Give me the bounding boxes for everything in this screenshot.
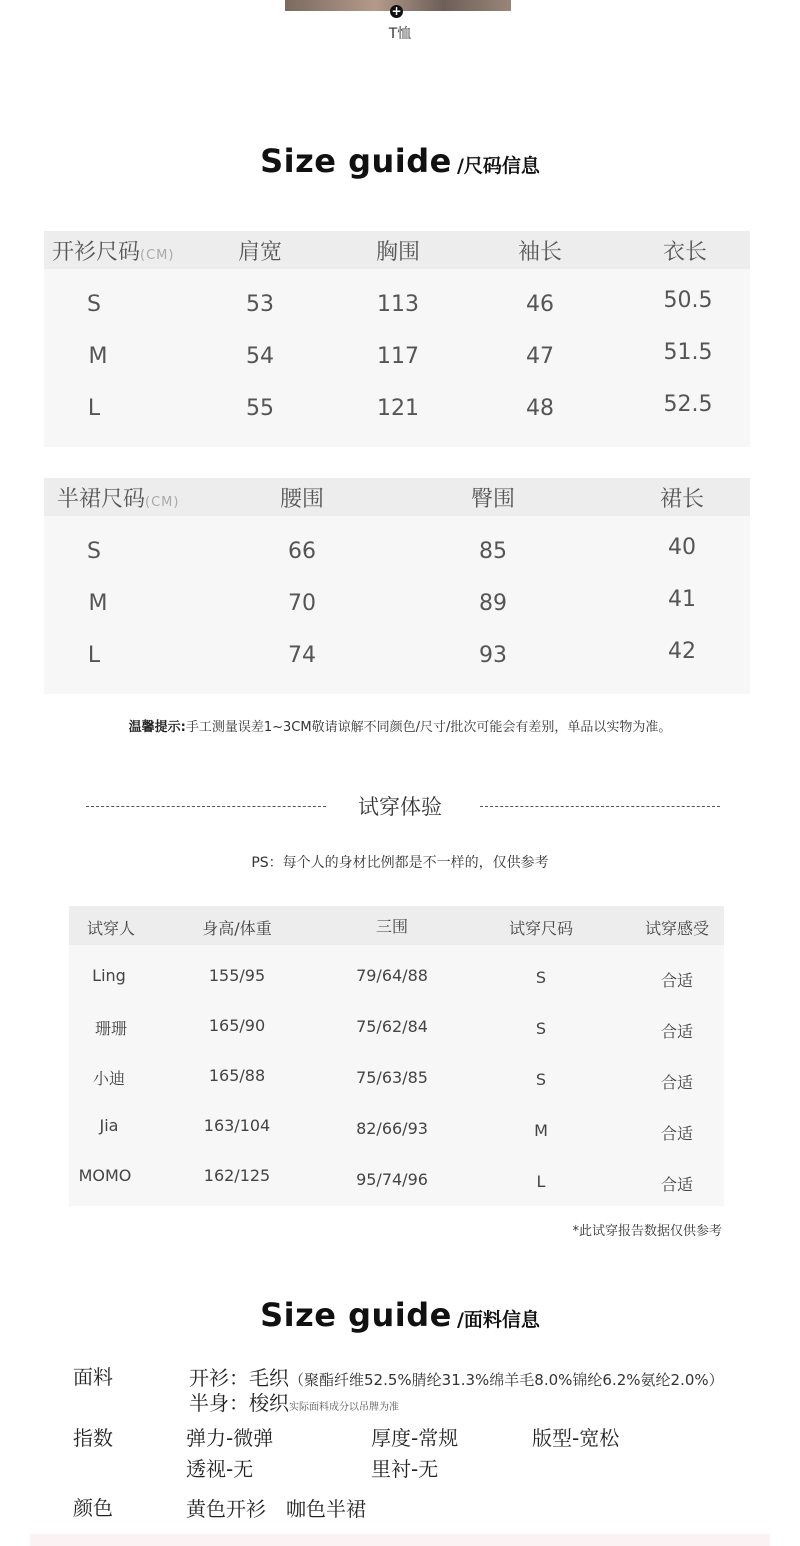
value-cell: 89 bbox=[479, 591, 507, 616]
color-item: 黄色开衫 bbox=[186, 1497, 266, 1521]
value-cell: 41 bbox=[668, 587, 696, 612]
photo-caption: T恤 bbox=[388, 26, 412, 42]
value-cell: 66 bbox=[288, 539, 316, 564]
header-col: 试穿人 bbox=[86, 919, 135, 938]
value-cell: 48 bbox=[526, 396, 554, 421]
table-header bbox=[44, 231, 750, 269]
header-col: 胸围 bbox=[375, 240, 420, 265]
table-cell: 合适 bbox=[660, 1175, 693, 1194]
tip-text: 手工测量误差1~3CM敬请谅解不同颜色/尺寸/批次可能会有差别，单品以实物为准。 bbox=[185, 720, 672, 735]
measurement-tip bbox=[0, 716, 800, 735]
table-cell: 75/62/84 bbox=[356, 1017, 428, 1036]
header-size: 开衫尺码(CM) bbox=[52, 240, 175, 265]
table-cell: Ling bbox=[92, 966, 126, 985]
color-item: 咖色半裙 bbox=[286, 1497, 366, 1521]
table-cell: 162/125 bbox=[203, 1166, 271, 1185]
header-col: 肩宽 bbox=[237, 240, 282, 265]
index-item: 弹力-微弹 bbox=[186, 1426, 274, 1450]
table-cell: 合适 bbox=[660, 1022, 693, 1041]
fabric-label: 面料 bbox=[73, 1365, 113, 1389]
size-cell: M bbox=[88, 591, 108, 616]
skirt-value: 梭织 bbox=[249, 1391, 289, 1415]
cardigan-value: 毛织 bbox=[249, 1366, 289, 1390]
skirt-size-table bbox=[44, 478, 750, 694]
value-cell: 74 bbox=[288, 643, 316, 668]
table-cell: 合适 bbox=[660, 971, 693, 990]
header-col: 身高/体重 bbox=[202, 919, 272, 938]
table-cell: S bbox=[535, 1070, 547, 1089]
bottom-strip bbox=[30, 1534, 770, 1546]
index-label: 指数 bbox=[73, 1426, 113, 1450]
table-cell: 163/104 bbox=[203, 1116, 271, 1135]
size-cell: S bbox=[87, 539, 101, 564]
header-size: 半裙尺码(CM) bbox=[57, 487, 180, 512]
try-on-title: 试穿体验 bbox=[358, 795, 442, 819]
table-cell: Jia bbox=[99, 1116, 119, 1135]
header-col: 臀围 bbox=[470, 487, 515, 512]
table-cell: L bbox=[536, 1172, 546, 1191]
value-cell: 47 bbox=[526, 344, 554, 369]
table-header bbox=[44, 478, 750, 516]
skirt-note: 实际面料成分以吊牌为准 bbox=[289, 1402, 399, 1413]
skirt-label: 半身： bbox=[189, 1391, 249, 1415]
table-cell: M bbox=[534, 1121, 548, 1140]
divider-right bbox=[480, 806, 720, 807]
size-guide-header bbox=[0, 142, 800, 180]
header-col: 试穿感受 bbox=[644, 919, 709, 938]
value-cell: 93 bbox=[479, 643, 507, 668]
table-cell: 95/74/96 bbox=[356, 1170, 428, 1189]
cardigan-size-table bbox=[44, 231, 750, 447]
table-cell: 75/63/85 bbox=[356, 1068, 428, 1087]
table-cell: 165/90 bbox=[208, 1016, 266, 1035]
value-cell: 46 bbox=[526, 292, 554, 317]
table-cell: MOMO bbox=[78, 1166, 132, 1185]
try-on-note: *此试穿报告数据仅供参考 bbox=[572, 1224, 722, 1239]
try-on-ps: PS：每个人的身材比例都是不一样的，仅供参考 bbox=[251, 855, 549, 871]
header-col: 衣长 bbox=[662, 240, 707, 265]
table-cell: S bbox=[535, 968, 547, 987]
value-cell: 85 bbox=[479, 539, 507, 564]
color-label: 颜色 bbox=[73, 1496, 113, 1520]
size-guide-subtitle: /尺码信息 bbox=[456, 155, 540, 177]
value-cell: 42 bbox=[668, 639, 696, 664]
header-col: 袖长 bbox=[517, 240, 562, 265]
fabric-guide-title: Size guide bbox=[260, 1296, 452, 1334]
size-guide-title: Size guide bbox=[260, 142, 452, 180]
header-col: 裙长 bbox=[659, 487, 704, 512]
value-cell: 117 bbox=[377, 344, 419, 369]
divider-left bbox=[86, 806, 326, 807]
value-cell: 70 bbox=[288, 591, 316, 616]
size-cell: M bbox=[88, 344, 108, 369]
cardigan-detail: （聚酯纤维52.5%腈纶31.3%绵羊毛8.0%锦纶6.2%氨纶2.0%） bbox=[289, 1371, 724, 1389]
tip-label: 温馨提示: bbox=[128, 720, 186, 735]
table-cell: 小迪 bbox=[92, 1069, 125, 1088]
value-cell: 52.5 bbox=[663, 392, 713, 417]
value-cell: 51.5 bbox=[663, 340, 713, 365]
table-cell: 79/64/88 bbox=[356, 966, 428, 985]
table-cell: 165/88 bbox=[208, 1066, 266, 1085]
cardigan-label: 开衫： bbox=[189, 1366, 249, 1390]
value-cell: 121 bbox=[377, 396, 419, 421]
header-col: 三围 bbox=[375, 917, 408, 936]
header-col: 试穿尺码 bbox=[508, 919, 573, 938]
size-cell: S bbox=[87, 292, 101, 317]
index-item: 厚度-常规 bbox=[371, 1426, 459, 1450]
value-cell: 54 bbox=[246, 344, 274, 369]
value-cell: 55 bbox=[246, 396, 274, 421]
index-item: 版型-宽松 bbox=[532, 1426, 620, 1450]
table-cell: 珊珊 bbox=[94, 1019, 127, 1038]
try-on-table bbox=[69, 906, 724, 1206]
table-cell: 82/66/93 bbox=[356, 1119, 428, 1138]
table-cell: 合适 bbox=[660, 1124, 693, 1143]
table-cell: 合适 bbox=[660, 1073, 693, 1092]
plus-icon[interactable]: + bbox=[391, 4, 402, 18]
size-cell: L bbox=[87, 643, 101, 668]
value-cell: 40 bbox=[668, 535, 696, 560]
table-header bbox=[69, 906, 724, 945]
index-item: 里衬-无 bbox=[371, 1457, 439, 1481]
fabric-skirt bbox=[189, 1387, 399, 1416]
table-cell: 155/95 bbox=[208, 966, 266, 985]
fabric-guide-subtitle: /面料信息 bbox=[456, 1309, 540, 1331]
index-item: 透视-无 bbox=[186, 1457, 254, 1481]
fabric-guide-header bbox=[0, 1296, 800, 1334]
value-cell: 50.5 bbox=[663, 288, 713, 313]
size-cell: L bbox=[87, 396, 101, 421]
table-cell: S bbox=[535, 1019, 547, 1038]
value-cell: 53 bbox=[246, 292, 274, 317]
header-col: 腰围 bbox=[279, 487, 324, 512]
value-cell: 113 bbox=[377, 292, 419, 317]
